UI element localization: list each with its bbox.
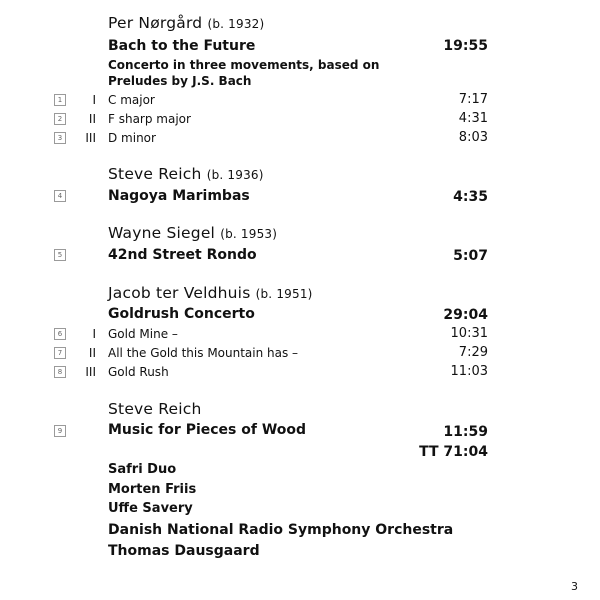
work-subtitle: Preludes by J.S. Bach bbox=[108, 74, 252, 88]
composer-name: Steve Reich (b. 1936) bbox=[108, 165, 264, 183]
movement-title: C major bbox=[108, 93, 155, 107]
movement-title: D minor bbox=[108, 131, 156, 145]
work-title: Music for Pieces of Wood bbox=[108, 422, 307, 438]
movement-number: I bbox=[92, 327, 96, 341]
movement-duration: 4:31 bbox=[458, 111, 488, 126]
movement-title: Gold Rush bbox=[108, 365, 169, 379]
movement-duration: 8:03 bbox=[458, 130, 488, 145]
movement-duration: 7:17 bbox=[458, 92, 488, 107]
work-duration: 5:07 bbox=[453, 248, 488, 264]
work-duration: 29:04 bbox=[443, 307, 488, 323]
composer-name: Per Nørgård (b. 1932) bbox=[108, 14, 265, 32]
composer-name: Jacob ter Veldhuis (b. 1951) bbox=[108, 284, 313, 302]
work-title: Goldrush Concerto bbox=[108, 306, 255, 322]
work-title: 42nd Street Rondo bbox=[108, 247, 257, 263]
track-number: 8 bbox=[54, 366, 66, 378]
movement-title: F sharp major bbox=[108, 112, 191, 126]
movement-number: II bbox=[88, 112, 96, 126]
movement-duration: 7:29 bbox=[458, 345, 488, 360]
track-number: 3 bbox=[54, 132, 66, 144]
movement-title: Gold Mine – bbox=[108, 327, 178, 341]
track-number: 2 bbox=[54, 113, 66, 125]
performer: Danish National Radio Symphony Orchestra bbox=[108, 522, 454, 538]
composer-name: Steve Reich bbox=[108, 400, 202, 418]
work-title: Bach to the Future bbox=[108, 38, 256, 54]
movement-number: III bbox=[85, 365, 96, 379]
work-duration: 19:55 bbox=[443, 38, 488, 54]
composer-birth-year: (b. 1951) bbox=[255, 287, 313, 301]
movement-duration: 11:03 bbox=[450, 364, 488, 379]
work-duration: 11:59 bbox=[443, 424, 488, 440]
work-title: Nagoya Marimbas bbox=[108, 188, 250, 204]
composer-name: Wayne Siegel (b. 1953) bbox=[108, 224, 278, 242]
total-time: TT 71:04 bbox=[419, 444, 488, 460]
work-subtitle: Concerto in three movements, based on bbox=[108, 58, 380, 72]
performer: Safri Duo bbox=[108, 462, 177, 477]
movement-number: III bbox=[85, 131, 96, 145]
composer-birth-year: (b. 1932) bbox=[207, 17, 265, 31]
composer-birth-year: (b. 1953) bbox=[220, 227, 278, 241]
track-number: 4 bbox=[54, 190, 66, 202]
movement-title: All the Gold this Mountain has – bbox=[108, 346, 299, 360]
track-number: 5 bbox=[54, 249, 66, 261]
track-number: 1 bbox=[54, 94, 66, 106]
composer-birth-year: (b. 1936) bbox=[206, 168, 264, 182]
performer: Morten Friis bbox=[108, 482, 197, 497]
movement-duration: 10:31 bbox=[450, 326, 488, 341]
work-duration: 4:35 bbox=[453, 189, 488, 205]
page-number: 3 bbox=[571, 580, 578, 593]
track-number: 9 bbox=[54, 425, 66, 437]
performer: Uffe Savery bbox=[108, 501, 193, 516]
performer: Thomas Dausgaard bbox=[108, 543, 260, 559]
movement-number: I bbox=[92, 93, 96, 107]
movement-number: II bbox=[88, 346, 96, 360]
track-number: 6 bbox=[54, 328, 66, 340]
track-number: 7 bbox=[54, 347, 66, 359]
